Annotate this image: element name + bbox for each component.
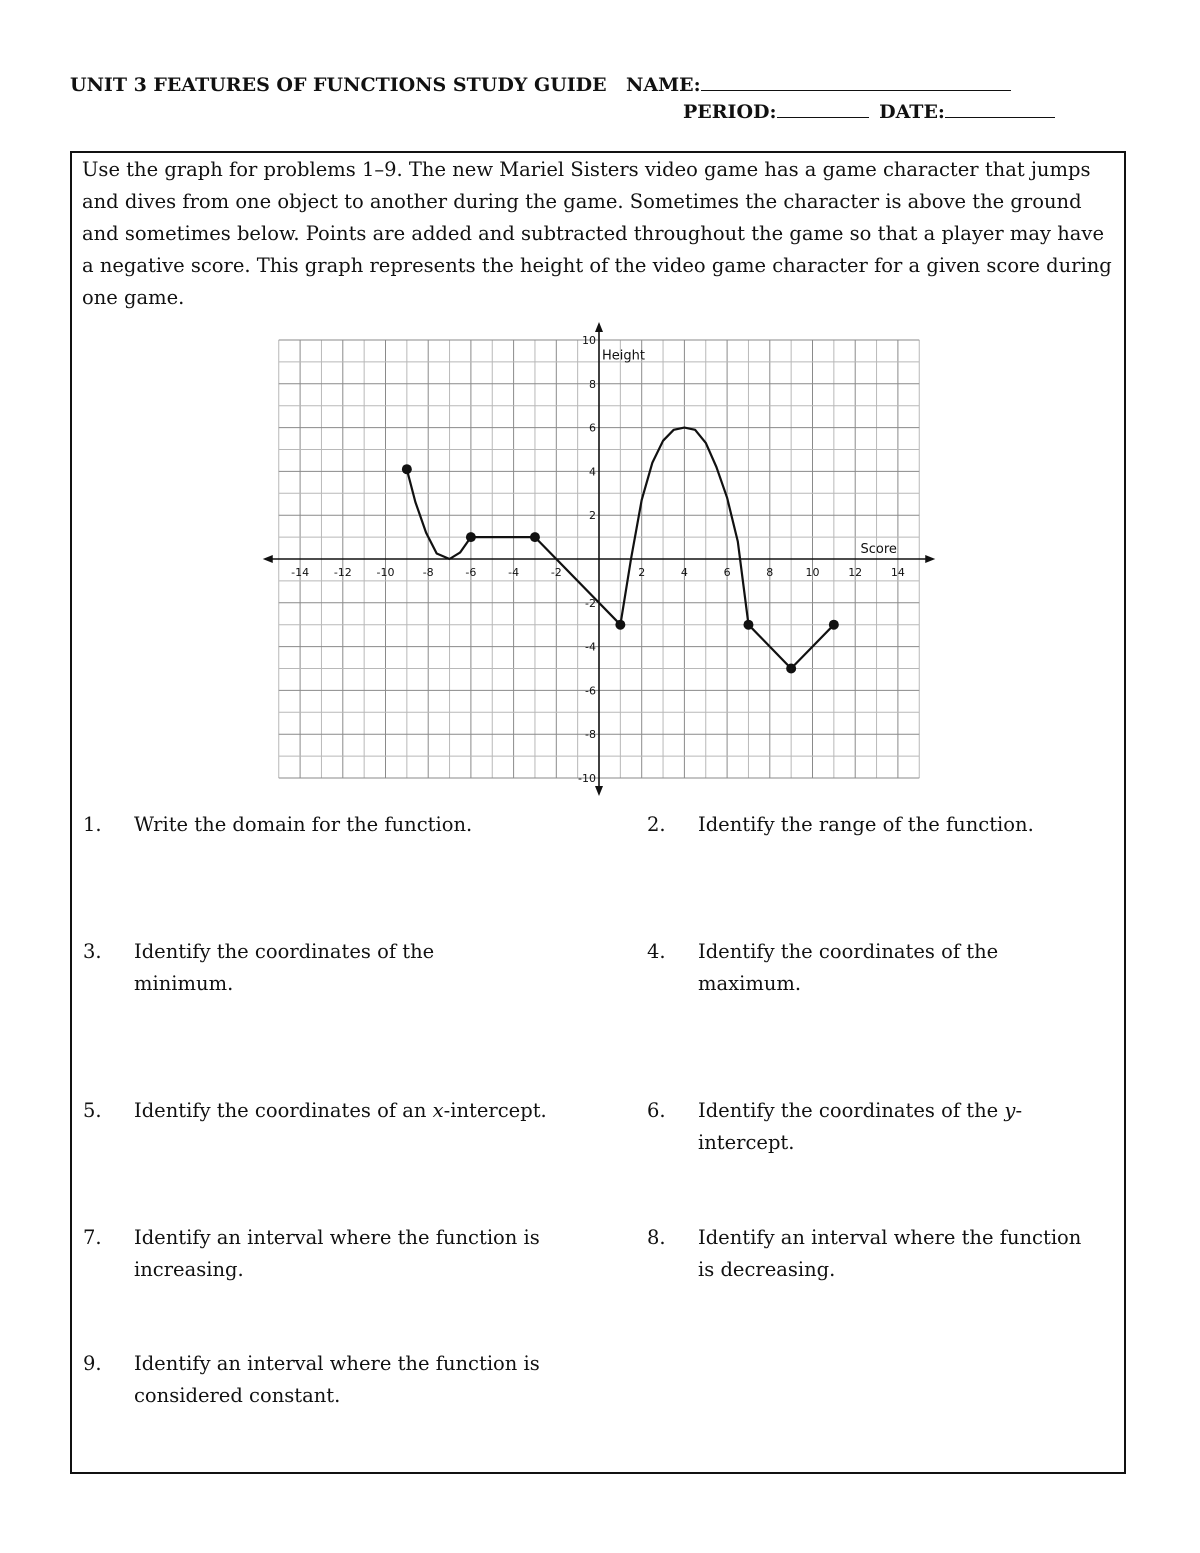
- x-tick-label: -12: [333, 566, 352, 579]
- graph-point: [466, 532, 476, 542]
- question-number: 8.: [647, 1226, 666, 1249]
- y-axis-bottom-arrow: [595, 786, 603, 796]
- question-text: Write the domain for the function.: [134, 813, 473, 836]
- period-label: PERIOD:: [683, 101, 777, 123]
- date-blank[interactable]: [945, 116, 1055, 118]
- name-blank[interactable]: [701, 89, 1011, 91]
- question-text: Identify the coordinates of an x-intercept.: [134, 1099, 547, 1122]
- question-text: Identify the range of the function.: [698, 813, 1034, 836]
- x-tick-label: 12: [848, 566, 863, 579]
- question-number: 5.: [83, 1099, 102, 1122]
- question-number: 4.: [647, 940, 666, 963]
- graph-point: [530, 532, 540, 542]
- question-text: Identify the coordinates of the maximum.: [698, 940, 999, 995]
- y-axis-top-arrow: [595, 322, 603, 332]
- worksheet-title: UNIT 3 FEATURES OF FUNCTIONS STUDY GUIDE: [70, 74, 607, 96]
- y-tick-label: 2: [589, 509, 596, 523]
- x-tick-label: 2: [638, 566, 646, 579]
- graph-point: [743, 620, 753, 630]
- x-tick-label: -8: [422, 566, 434, 579]
- y-tick-label: -8: [585, 728, 596, 742]
- question-text: Identify the coordinates of the minimum.: [134, 940, 435, 995]
- x-tick-label: -6: [465, 566, 477, 579]
- y-tick-label: -2: [585, 596, 596, 610]
- y-tick-label: 8: [589, 377, 596, 391]
- x-tick-label: 4: [680, 566, 688, 579]
- question-text: Identify an interval where the function is decreasing.: [698, 1226, 1082, 1281]
- y-tick-label: -6: [585, 684, 596, 698]
- intro-paragraph: Use the graph for problems 1–9. The new Mariel Sisters video game has a game character that jumps and dives from one object to another during the game. Sometimes the character is above the ground and sometimes below. Points are added and subtracted throughout the game so that a player may have a negative score. This graph represents the height of the video game character for a given score during one game.: [82, 158, 1112, 309]
- question-number: 3.: [83, 940, 102, 963]
- graph-point: [786, 664, 796, 674]
- x-tick-label: 14: [890, 566, 905, 579]
- x-tick-label: 6: [723, 566, 731, 579]
- name-label: NAME:: [626, 74, 701, 96]
- question-number: 7.: [83, 1226, 102, 1249]
- question-text: Identify an interval where the function is considered constant.: [134, 1352, 540, 1407]
- name-field[interactable]: [626, 74, 1011, 96]
- x-tick-label: -14: [291, 566, 310, 579]
- y-tick-label: 10: [582, 334, 596, 347]
- y-tick-label: -10: [578, 772, 596, 785]
- x-tick-label: -2: [550, 566, 562, 579]
- y-tick-label: -4: [585, 640, 596, 654]
- y-axis-label: Height: [602, 348, 645, 364]
- graph-point: [615, 620, 625, 630]
- graph-point: [829, 620, 839, 630]
- x-tick-label: -10: [376, 566, 395, 579]
- question-number: 9.: [83, 1352, 102, 1375]
- x-tick-label: 10: [805, 566, 820, 579]
- graph-point: [402, 464, 412, 474]
- question-number: 6.: [647, 1099, 666, 1122]
- period-date-fields: [683, 101, 1055, 123]
- x-tick-label: -4: [508, 566, 520, 579]
- y-tick-label: 4: [589, 465, 596, 479]
- x-axis-left-arrow: [263, 555, 273, 563]
- x-tick-label: 8: [766, 566, 774, 579]
- y-tick-label: 6: [589, 421, 596, 435]
- graph-axes: [263, 322, 936, 796]
- question-text: Identify an interval where the function is increasing.: [134, 1226, 540, 1281]
- period-blank[interactable]: [777, 116, 869, 118]
- question-text: Identify the coordinates of the y-intercept.: [698, 1099, 1023, 1154]
- score-height-graph: [258, 318, 948, 800]
- date-label: DATE:: [879, 101, 945, 123]
- x-axis-right-arrow: [925, 555, 935, 563]
- x-axis-label: Score: [860, 542, 897, 557]
- question-number: 2.: [647, 813, 666, 836]
- question-number: 1.: [83, 813, 102, 836]
